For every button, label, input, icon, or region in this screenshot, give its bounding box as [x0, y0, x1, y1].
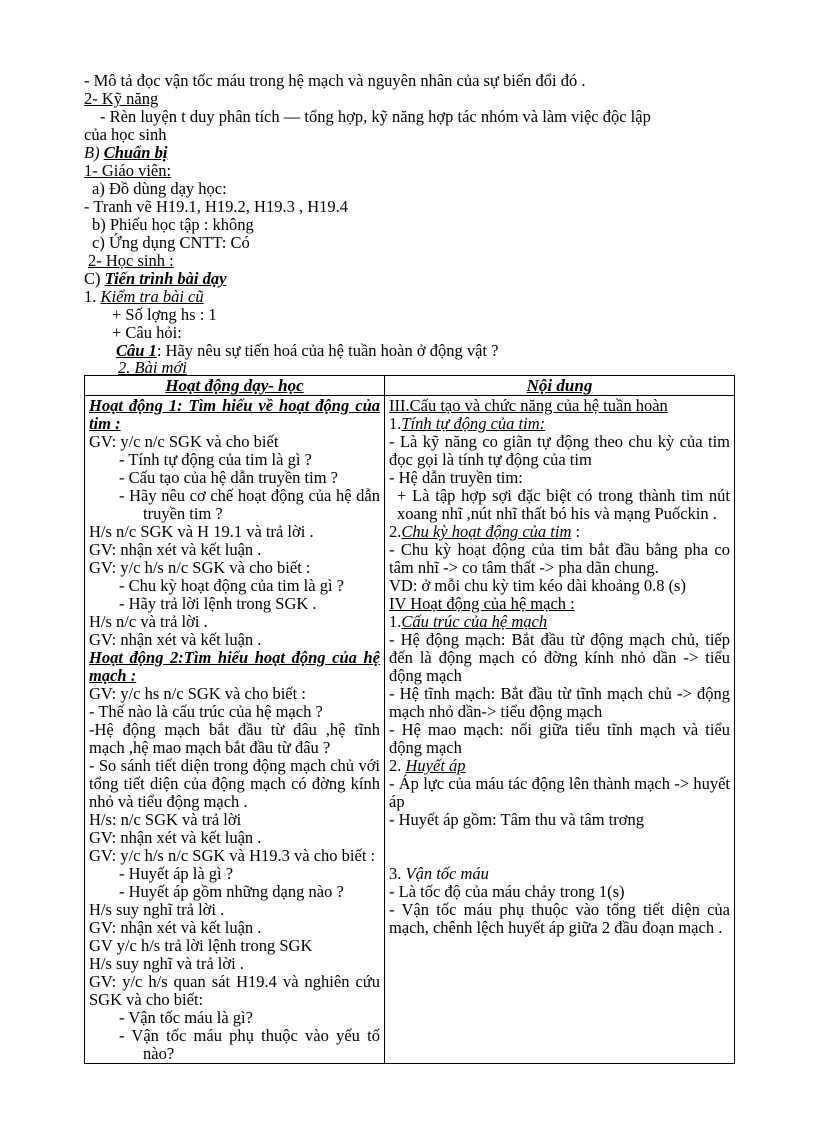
content-cell — [385, 396, 735, 1064]
list-item: H/s suy nghĩ và trả lời . — [89, 954, 244, 973]
list-item: - Hãy nêu cơ chế hoạt động của hệ dẫn truyền tim ? — [119, 486, 380, 523]
list-item: - Hệ dẫn truyền tim: — [389, 468, 523, 487]
list-item: - Hệ động mạch: Bắt đầu từ động mạch chủ, tiếp đến là động mạch có đờng kính nhỏ dần -> tiểu động mạch — [389, 630, 730, 685]
list-item: - Vận tốc máu là gì? — [119, 1008, 253, 1027]
list-item: - Cấu tạo của hệ dẫn truyền tim ? — [119, 468, 339, 487]
list-item: -Hệ động mạch bắt đầu từ đâu ,hệ tĩnh mạch ,hệ mao mạch bắt đầu từ đâu ? — [89, 720, 380, 757]
list-item: GV y/c h/s trả lời lệnh trong SGK — [89, 936, 313, 955]
section-iv-title: IV Hoạt động của hệ mạch : — [389, 594, 575, 613]
teaching-aids-line: a) Đồ dùng dạy học: — [92, 179, 227, 198]
subsection-title: 2.Chu kỳ hoạt động của tim : — [389, 522, 581, 541]
it-usage-line: c) Ứng dụng CNTT: Có — [92, 233, 250, 252]
activity-1-title: Hoạt động 1: Tìm hiểu về hoạt động của tim : — [89, 396, 380, 433]
skills-line: - Rèn luyện t duy phân tích — tổng hợp, kỹ năng hợp tác nhóm và làm việc độc lập — [100, 107, 651, 126]
list-item: - So sánh tiết diện trong động mạch chủ với tổng tiết diện của động mạch có đờng kính nhỏ và tiểu động mạch . — [89, 756, 380, 811]
list-item: GV: y/c h/s n/c SGK và H19.3 và cho biết : — [89, 846, 376, 865]
question-1-line: Câu 1: Hãy nêu sự tiến hoá của hệ tuần hoàn ở động vật ? — [116, 341, 499, 360]
list-item: - Huyết áp gồm: Tâm thu và tâm trơng — [389, 810, 644, 829]
list-item: GV: nhận xét và kết luận . — [89, 828, 262, 847]
table-header-row — [85, 376, 735, 396]
skills-line-cont: của học sinh — [84, 125, 167, 144]
list-item: GV: nhận xét và kết luận . — [89, 918, 262, 937]
questions-line: + Câu hỏi: — [112, 323, 182, 342]
subsection-title: 1.Tính tự động của tim: — [389, 414, 546, 433]
activity-2-title: Hoạt động 2:Tìm hiểu hoạt động của hệ mạch : — [89, 648, 380, 685]
objective-line: - Mô tả đọc vận tốc máu trong hệ mạch và nguyên nhân của sự biến đổi đó . — [84, 71, 586, 90]
list-item: GV: y/c n/c SGK và cho biết — [89, 432, 279, 451]
list-item: VD: ở mỗi chu kỳ tim kéo dài khoảng 0.8 (s) — [389, 576, 686, 595]
student-count-line: + Số lợng hs : 1 — [112, 305, 217, 324]
list-item: + Là tập hợp sợi đặc biệt có trong thành tim nút xoang nhĩ ,nút nhĩ thất bó his và mạng Puốckin . — [397, 486, 730, 523]
list-item: GV: nhận xét và kết luận . — [89, 540, 262, 559]
list-item: - Hệ mao mạch: nối giữa tiểu tĩnh mạch và tiểu động mạch — [389, 720, 730, 757]
list-item: GV: nhận xét và kết luận . — [89, 630, 262, 649]
list-item: - Thế nào là cấu trúc của hệ mạch ? — [89, 702, 323, 721]
subsection-title: 1.Cấu trúc của hệ mạch — [389, 612, 548, 631]
student-heading: 2- Học sinh : — [88, 251, 174, 270]
table-body-row — [85, 396, 735, 1064]
teacher-heading: 1- Giáo viên: — [84, 161, 172, 180]
worksheet-line: b) Phiếu học tập : không — [92, 215, 254, 234]
list-item: GV: y/c hs n/c SGK và cho biết : — [89, 684, 306, 703]
list-item: H/s: n/c SGK và trả lời — [89, 810, 242, 829]
list-item: - Tính tự động của tim là gì ? — [119, 450, 312, 469]
pictures-line: - Tranh vẽ H19.1, H19.2, H19.3 , H19.4 — [84, 197, 348, 216]
lesson-table — [84, 375, 735, 1064]
list-item: - Là kỹ năng co giãn tự động theo chu kỳ của tim đọc gọi là tính tự động của tim — [389, 432, 730, 469]
list-item: H/s suy nghĩ trả lời . — [89, 900, 225, 919]
list-item: - Vận tốc máu phụ thuộc vào tổng tiết diện của mạch, chênh lệch huyết áp giữa 2 đầu đoạn mạch . — [389, 900, 730, 937]
list-item: H/s n/c SGK và H 19.1 và trả lời . — [89, 522, 314, 541]
header-content: Nội dung — [385, 376, 735, 396]
header-activities: Hoạt động dạy- học — [85, 376, 385, 396]
list-item: - Là tốc độ của máu chảy trong 1(s) — [389, 882, 625, 901]
list-item: - Huyết áp gồm những dạng nào ? — [119, 882, 344, 901]
list-item: - Huyết áp là gì ? — [119, 864, 234, 883]
section-iii-title: III.Cấu tạo và chức năng của hệ tuần hoàn — [389, 396, 668, 415]
old-lesson-check-heading: 1. Kiểm tra bài cũ — [84, 287, 204, 306]
list-item: - Vận tốc máu phụ thuộc vào yếu tố nào? — [119, 1026, 380, 1063]
list-item: - Chu kỳ hoạt động của tim bắt đầu bằng pha co tâm nhĩ -> co tâm thất -> pha dãn chung. — [389, 540, 730, 577]
subsection-title: 2. Huyết áp — [389, 756, 466, 775]
list-item: - Áp lực của máu tác động lên thành mạch -> huyết áp — [389, 774, 730, 811]
list-item: - Hệ tĩnh mạch: Bắt đầu từ tĩnh mạch chủ -> động mạch nhỏ dần-> tiểu động mạch — [389, 684, 730, 721]
section-c-heading: C) Tiến trình bài dạy — [84, 269, 227, 288]
list-item: GV: y/c h/s n/c SGK và cho biết : — [89, 558, 311, 577]
list-item: GV: y/c h/s quan sát H19.4 và nghiên cứu SGK và cho biết: — [89, 972, 380, 1009]
list-item: - Hãy trả lời lệnh trong SGK . — [119, 594, 317, 613]
list-item: H/s n/c và trả lời . — [89, 612, 208, 631]
section-skills-heading: 2- Kỹ năng — [84, 89, 159, 108]
section-b-heading: B) Chuẩn bị — [84, 143, 168, 162]
new-lesson-heading: 2. Bài mới — [118, 358, 187, 377]
activities-cell — [85, 396, 385, 1064]
list-item: - Chu kỳ hoạt động của tim là gì ? — [119, 576, 344, 595]
subsection-title: 3. Vận tốc máu — [389, 864, 489, 883]
